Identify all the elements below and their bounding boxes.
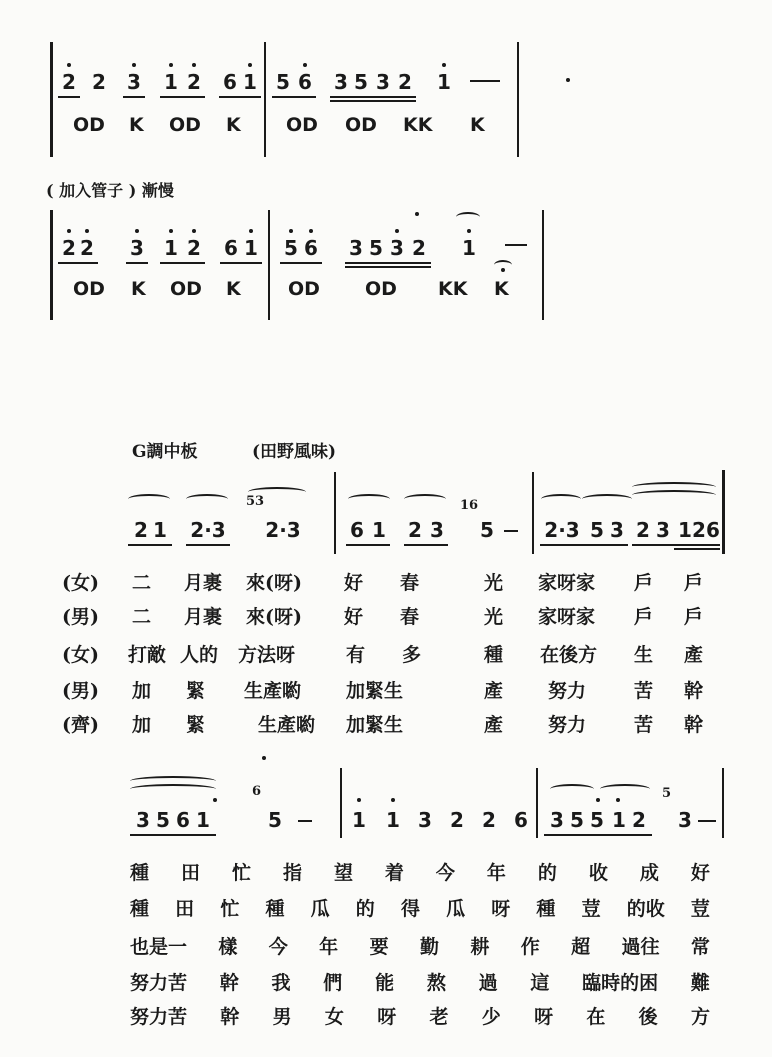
drum-stroke: OD [365, 278, 397, 300]
note: 5 [570, 808, 584, 832]
note: 6 [223, 70, 237, 94]
note: 2 [398, 70, 412, 94]
lyric: 得 [400, 898, 420, 920]
lyric: 有 [346, 644, 366, 666]
note: 2 [134, 518, 148, 542]
note: 2 [80, 236, 94, 260]
note: 2 [412, 236, 426, 260]
lyric: 家呀家 [538, 572, 596, 594]
lyric: 好 [344, 572, 364, 594]
instrument-label: ( 加入管子 ) 漸慢 [46, 181, 174, 200]
note: 5 [590, 808, 604, 832]
role-label: (男) [62, 606, 99, 628]
lyric: 田 [180, 862, 200, 884]
lyric: 人的 [180, 644, 219, 666]
lyric: 常 [690, 936, 710, 958]
note: 1 [196, 808, 210, 832]
lyric-row [130, 858, 710, 885]
drum-stroke: K [470, 114, 485, 136]
lyric: 瓜 [310, 898, 330, 920]
note: 3 [418, 808, 432, 832]
lyric: 今 [435, 862, 455, 884]
note: 5 [284, 236, 298, 260]
role-label: (女) [62, 644, 99, 666]
drum-stroke: K [226, 278, 241, 300]
lyric: 女 [324, 1006, 344, 1028]
lyric: 過 [478, 972, 498, 994]
lyric: 家呀家 [538, 606, 596, 628]
drum-stroke: OD [286, 114, 318, 136]
lyric: 產 [484, 680, 504, 702]
lyric: 方 [690, 1006, 710, 1028]
lyric: 荳 [690, 898, 710, 920]
lyric: 幹 [684, 714, 704, 736]
lyric: 在 [586, 1006, 606, 1028]
lyric: 忙 [231, 862, 251, 884]
style-marking: (田野風味) [252, 442, 337, 462]
role-label: (女) [62, 572, 99, 594]
lyric: 年 [486, 862, 506, 884]
drum-stroke: OD [73, 114, 105, 136]
note: 6 [304, 236, 318, 260]
lyric: 指 [282, 862, 302, 884]
note: 3 [334, 70, 348, 94]
lyric: 產 [484, 714, 504, 736]
barline [722, 768, 724, 838]
lyric: 生產喲 [244, 680, 302, 702]
lyric: 能 [375, 972, 395, 994]
lyric: 臨時的困 [582, 972, 659, 994]
note: 6 [706, 518, 720, 542]
lyric: 春 [400, 606, 420, 628]
lyric: 作 [520, 936, 540, 958]
note: 1 [612, 808, 626, 832]
barline [50, 210, 53, 320]
lyric: 二 [132, 606, 152, 628]
note: 5 [369, 236, 383, 260]
note: 2 [92, 70, 106, 94]
lyric: 幹 [219, 972, 239, 994]
lyric: 產 [684, 644, 704, 666]
barline [532, 472, 534, 554]
lyric: 苦 [634, 680, 654, 702]
lyric: 緊 [186, 680, 206, 702]
lyric: 忙 [220, 898, 240, 920]
lyric: 戶 [684, 572, 704, 594]
note: 2·3 [190, 518, 226, 542]
note: 3 [127, 70, 141, 94]
drum-stroke: K [129, 114, 144, 136]
lyric: 過往 [621, 936, 660, 958]
grace-note: 53 [246, 494, 265, 509]
drum-stroke: KK [403, 114, 433, 136]
note: 5 [354, 70, 368, 94]
note: 2 [187, 70, 201, 94]
note: 6 [350, 518, 364, 542]
lyric-row [130, 1002, 710, 1029]
lyric: 種 [484, 644, 504, 666]
lyric-row [130, 968, 710, 995]
lyric: 呀 [377, 1006, 397, 1028]
lyric: 幹 [684, 680, 704, 702]
lyric: 戶 [634, 572, 654, 594]
note: 3 [550, 808, 564, 832]
note: 3 [430, 518, 444, 542]
lyric: 耕 [470, 936, 490, 958]
grace-note: 6 [252, 784, 262, 799]
note: 1 [437, 70, 451, 94]
lyric: 我 [271, 972, 291, 994]
note: 1 [678, 518, 692, 542]
lyric: 光 [484, 572, 504, 594]
barline [50, 42, 53, 157]
lyric: 二 [132, 572, 152, 594]
lyric: 來(呀) [246, 606, 302, 628]
note: 2 [450, 808, 464, 832]
note: 1 [243, 70, 257, 94]
drum-stroke: OD [73, 278, 105, 300]
grace-note: 16 [460, 498, 479, 513]
note: 1 [372, 518, 386, 542]
note: 3 [610, 518, 624, 542]
role-label: (齊) [62, 714, 99, 736]
lyric: 年 [319, 936, 339, 958]
lyric: 方法呀 [238, 644, 296, 666]
lyric: 的收 [626, 898, 665, 920]
barline [517, 42, 519, 157]
role-label: (男) [62, 680, 99, 702]
note: 3 [376, 70, 390, 94]
note: 3 [136, 808, 150, 832]
lyric-row [130, 932, 710, 959]
drum-stroke: OD [170, 278, 202, 300]
lyric: 種 [536, 898, 556, 920]
note: 1 [153, 518, 167, 542]
note: 5 [276, 70, 290, 94]
lyric: 幹 [220, 1006, 240, 1028]
note: 2·3 [265, 518, 301, 542]
note: 5 [156, 808, 170, 832]
note: 2 [482, 808, 496, 832]
lyric: 月裹 [184, 606, 223, 628]
lyric: 月裹 [184, 572, 223, 594]
lyric: 在後方 [540, 644, 598, 666]
lyric: 樣 [218, 936, 238, 958]
lyric: 難 [690, 972, 710, 994]
note: 2 [636, 518, 650, 542]
note: 2 [187, 236, 201, 260]
note: 1 [386, 808, 400, 832]
lyric: 成 [639, 862, 659, 884]
lyric: 努力 [548, 680, 587, 702]
lyric: 呀 [491, 898, 511, 920]
note: 1 [462, 236, 476, 260]
lyric: 呀 [534, 1006, 554, 1028]
lyric: 加 [132, 680, 152, 702]
lyric: 光 [484, 606, 504, 628]
lyric: 熬 [426, 972, 446, 994]
lyric: 這 [530, 972, 550, 994]
lyric: 緊 [186, 714, 206, 736]
lyric: 着 [384, 862, 404, 884]
lyric: 超 [571, 936, 591, 958]
note: 5 [590, 518, 604, 542]
note: 2 [692, 518, 706, 542]
note: 1 [164, 236, 178, 260]
lyric: 今 [268, 936, 288, 958]
lyric: 荳 [581, 898, 601, 920]
drum-stroke: K [226, 114, 241, 136]
lyric: 望 [333, 862, 353, 884]
lyric: 要 [369, 936, 389, 958]
barline [542, 210, 544, 320]
note: 6 [176, 808, 190, 832]
lyric: 加緊生 [346, 714, 404, 736]
note: 2 [62, 236, 76, 260]
lyric: 苦 [634, 714, 654, 736]
tempo-marking: G調中板 [132, 442, 198, 462]
note: 1 [352, 808, 366, 832]
lyric: 田 [175, 898, 195, 920]
lyric: 加緊生 [346, 680, 404, 702]
note: 2 [632, 808, 646, 832]
drum-stroke: OD [345, 114, 377, 136]
lyric: 勤 [419, 936, 439, 958]
lyric: 來(呀) [246, 572, 302, 594]
lyric: 後 [638, 1006, 658, 1028]
note: 2 [408, 518, 422, 542]
grace-note: 5 [662, 786, 672, 801]
lyric: 種 [265, 898, 285, 920]
lyric: 少 [481, 1006, 501, 1028]
note: 1 [244, 236, 258, 260]
note: 3 [678, 808, 692, 832]
barline [268, 210, 270, 320]
note: 6 [514, 808, 528, 832]
lyric: 戶 [684, 606, 704, 628]
barline [340, 768, 342, 838]
note: 2·3 [544, 518, 580, 542]
lyric: 瓜 [446, 898, 466, 920]
note: 6 [298, 70, 312, 94]
lyric: 努力苦 [130, 1006, 188, 1028]
lyric: 收 [588, 862, 608, 884]
lyric-row [130, 894, 710, 921]
note: 3 [349, 236, 363, 260]
note: 1 [164, 70, 178, 94]
lyric: 男 [272, 1006, 292, 1028]
lyric: 種 [130, 898, 150, 920]
note: 2 [62, 70, 76, 94]
note: 3 [130, 236, 144, 260]
lyric: 加 [132, 714, 152, 736]
drum-stroke: OD [169, 114, 201, 136]
drum-stroke: OD [288, 278, 320, 300]
lyric: 努力 [548, 714, 587, 736]
lyric: 也是一 [130, 936, 188, 958]
note: 5 [268, 808, 282, 832]
barline [264, 42, 266, 157]
note: 3 [390, 236, 404, 260]
lyric: 的 [355, 898, 375, 920]
lyric: 春 [400, 572, 420, 594]
drum-stroke: K [494, 278, 509, 300]
lyric: 老 [429, 1006, 449, 1028]
lyric: 努力苦 [130, 972, 188, 994]
lyric: 戶 [634, 606, 654, 628]
drum-stroke: KK [438, 278, 468, 300]
note: 3 [656, 518, 670, 542]
drum-stroke: K [131, 278, 146, 300]
lyric: 多 [402, 644, 422, 666]
lyric: 種 [130, 862, 150, 884]
lyric: 生 [634, 644, 654, 666]
note: 5 [480, 518, 494, 542]
lyric: 生產喲 [258, 714, 316, 736]
barline [536, 768, 538, 838]
lyric: 好 [344, 606, 364, 628]
note: 6 [224, 236, 238, 260]
lyric: 打敵 [128, 644, 167, 666]
lyric: 的 [537, 862, 557, 884]
lyric: 好 [690, 862, 710, 884]
lyric: 們 [323, 972, 343, 994]
barline [334, 472, 336, 554]
